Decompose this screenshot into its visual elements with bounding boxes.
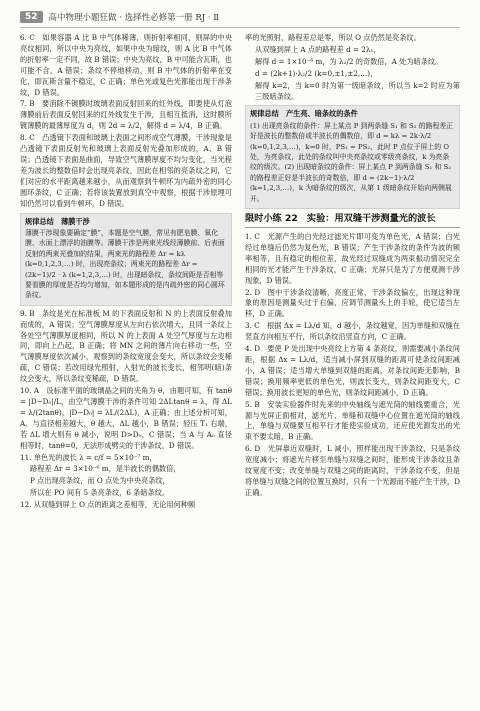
- book-title: 高中物理小题狂做 · 选择性必修第一册 RJ · Ⅱ: [48, 13, 220, 23]
- answer-paragraph: 6. D 光屏靠近双缝时，L 减小，照样能出现干涉条纹，只是条纹宽度减小；将遮光片移至单缝与双缝之间时，能形成干涉条纹且条纹宽度不变；改变单缝与双缝之间的距离时，干涉条纹不变，但是将单缝与双缝之间的位置互换时，只有一个光源而不能产生干涉，D 正确。: [245, 444, 460, 497]
- rule-summary-text: (1) 出现亮条纹的条件：屏上某点 P 到两条缝 S₁ 和 S₂ 的路程差正好是波长的整数倍或半波长的偶数倍，即 d = kλ = 2k·λ/2 (k=0,1,2,3,…)，k=0 时，PS₁ = PS₂，此时 P 点位于屏上的 O 处，为亮条纹，此处的条纹叫中央亮条纹或零级亮条纹，k 为亮条纹的级次。(2) 出现暗条纹的条件：屏上某点 P 到两条缝 S₁ 和 S₂ 的路程差正好是半波长的奇数倍，即 d = (2k−1)·λ/2 (k=1,2,3,…)，k 为暗条纹的级次，从第 1 级暗条纹开始向两侧展开。: [250, 121, 454, 203]
- rule-summary-title: 规律总结 薄膜干涉: [25, 216, 90, 226]
- answer-paragraph: 路程差 Δr = 3×10⁻⁶ m，是半波长的偶数倍，: [30, 464, 181, 474]
- answer-paragraph: 3. C 根据 Δx = Lλ/d 知，d 越小，条纹越宽，因为单缝和双缝在竖直方向相互平行，所以条纹沿竖直方向，C 正确。: [245, 321, 460, 342]
- right-column: [245, 33, 460, 500]
- answer-paragraph: 5. B 安装实验器件时先来的中央轴线与遮光筒的轴线要重合，光源与光屏正面相对，滤光片、单缝和双缝中心位置在遮光筒的轴线上，单缝与双缝要互相平行才能使实验成功，还应使光源发出的光束不要太暗，B 正确。: [245, 399, 460, 442]
- answer-paragraph: 10. A 设标准平面的玻璃晶之间的夹角为 θ，由题可知，有 tanθ = |D−D₀|/L，由空气薄膜干涉的条件可知 2ΔLtanθ = λ，得 ΔL = λ/(2tanθ)，|D−D₀| = λL/(2ΔL)，A 正确；由上述分析可知，A、与直径相差越大，θ 越大，ΔL 越小，B 错误；轻压 T₁ 右端，若 ΔL 增大则有 θ 减小，说明 D>D₀，C 错误；当 A 与 A₀ 直径相等时，tanθ=0，无法形成劈尖的干涉条纹，D 错误。: [20, 386, 232, 450]
- page-number: 52: [20, 11, 43, 23]
- rule-summary-box: [20, 213, 232, 306]
- answer-paragraph: 8. C 凸透镜下表面和玻璃上表面之间形成空气薄膜，干涉现象是凸透镜下表面反射光和玻璃上表面反射光叠加形成的，A、B 错误；凸透镜下表面是曲面，导致空气薄膜厚度不均匀变化，当光程差为波长的整数倍时会出现亮条纹，因此在相邻的亮条纹之间，它们对应的水平距离越来越小，从而观察到牛顿环为内疏外密的同心圆环条纹，C 正确；若将该装置放到真空中观察，根据干涉原理可知仍然可以看到牛顿环，D 错误。: [20, 133, 232, 208]
- rule-summary-box: [245, 105, 460, 209]
- rule-summary-text: 薄膜干涉现象要确定“膜”，本题是空气膜，常见有肥皂膜、氧化膜、水面上漂浮的油膜等。薄膜干涉是两束光线经薄膜前、后表面反射的两束光叠加的结果，两束光的路程差 Δr = kλ (k=0,1,2,3,…) 时，出现亮条纹；两束光的路程差 Δr = (2k−1)/2 · λ (k=1,2,3,…) 时，出现暗条纹，条纹间距是否相等要看膜的厚度是否均匀增加，如本题形成的是内疏外密的同心圆环条纹。: [25, 228, 225, 300]
- answer-paragraph: 1. C 光源产生的白光经过滤光片即可变为单色光，A 错误；白光经过单缝后仍然为复色光，B 错误；产生干涉条纹的条件为波的频率相等，且有稳定的相位差，故光经过双缝成为两束振动情况完全相同的光才能产生干涉条纹，C 正确；光屏只是为了方便观测干涉现象，D 错误。: [245, 232, 460, 285]
- answer-paragraph: 7. B 要消除不镀膜时玻璃表面反射回来的红外线，即要使从灯泡薄膜前后表面反射回来的红外线发生干涉，且相互抵消，这时膜所镀薄膜的最薄厚度为 d，则 2d = λ/2，解得 d = λ/4，B 正确。: [20, 99, 232, 131]
- section-heading: 限时小练 22 实验：用双缝干涉测量光的波长: [245, 214, 460, 228]
- left-column: [20, 33, 232, 512]
- answer-paragraph: 6. C 如果容器 A 比 B 中气体稀薄，则折射率相同，则屏的中央亮纹相同，所以中央为亮纹，如果中央为暗纹，则 A 比 B 中气体的折射率一定不同，故 B 错误；中央为亮纹，B 中可能含瓦斯，也可能不含，A 错误；条纹不停地移动，则 B 中气体的折射率在变化，即瓦斯含量不稳定，C 正确；单色光或复色光都能出现干涉条纹，D 错误。: [20, 33, 232, 97]
- answer-paragraph: 9. B 条纹是光在标准板 M 的下表面反射和 N 的上表面反射叠加而成的，A 错误；空气薄膜厚度从左向右依次增大，且同一条纹上各处空气薄膜厚度相同，所以 N 的上表面 A 处空气厚度与左边相同，即向上凸起，B 正确；将 MN 之间的薄片向右移动一些，空气薄膜厚度依次减小，观察到的条纹宽度会变大，所以条纹会变稀疏，C 错误；若改用绿光照射，入射光的波长变长，相邻明(暗)条纹会变大，所以条纹变稀疏，D 错误。: [20, 308, 232, 384]
- answer-paragraph: 从双缝到屏上 A 点的路程差 d = 2λ₁，: [255, 44, 381, 54]
- header-divider: [20, 27, 460, 28]
- rule-summary-title: 规律总结 产生亮、暗条纹的条件: [250, 109, 358, 119]
- answer-paragraph: 11. 单色光的波长 λ = c/f = 5×10⁻⁷ m，: [20, 452, 157, 462]
- answer-paragraph: 解得 d = 1×10⁻⁶ m，为 λ₂/2 的奇数倍，A 处为暗条纹。: [255, 56, 443, 66]
- answer-paragraph: 2. D 图中干涉条纹清晰，亮度正常，干涉条纹偏左，出现这种现象的原因是测量头过于右偏，应调节测量头上的手轮，使它适当左移，D 正确。: [245, 287, 460, 319]
- answer-paragraph: 12. 从双缝到屏上 O 点的距离之差相等，无论用何种频: [20, 500, 196, 510]
- answer-paragraph: P 点出现亮条纹，而 O 点处为中央亮条纹，: [30, 476, 170, 486]
- answer-paragraph: 所以在 PO 间有 5 条亮条纹，6 条暗条纹。: [30, 488, 170, 498]
- answer-paragraph: d = (2k+1)·λ₂/2 (k=0,±1,±2,…)，: [255, 68, 378, 78]
- answer-paragraph: 4. D 要使 P 处出现中央亮纹上方第 4 条亮纹，则需要减小条纹间距，根据 Δx = Lλ/d，适当减小屏到双缝的距离可使条纹间距减小，A 错误；适当增大单缝到双缝的距离，对条纹间距无影响，B 错误；换用频率更低的单色光，则波长变大，则条纹间距变大，C 错误；换用波长更短的单色光，则条纹间距减小，D 正确。: [245, 344, 460, 397]
- page-header: [20, 8, 460, 26]
- answer-paragraph: 率的光照射，路程差总是零，所以 O 点仍然是亮条纹。: [245, 33, 421, 42]
- answer-paragraph: 解得 k=2，当 k=0 时为第一级暗条纹，所以当 k=2 时应为第三级暗条纹。: [255, 80, 460, 101]
